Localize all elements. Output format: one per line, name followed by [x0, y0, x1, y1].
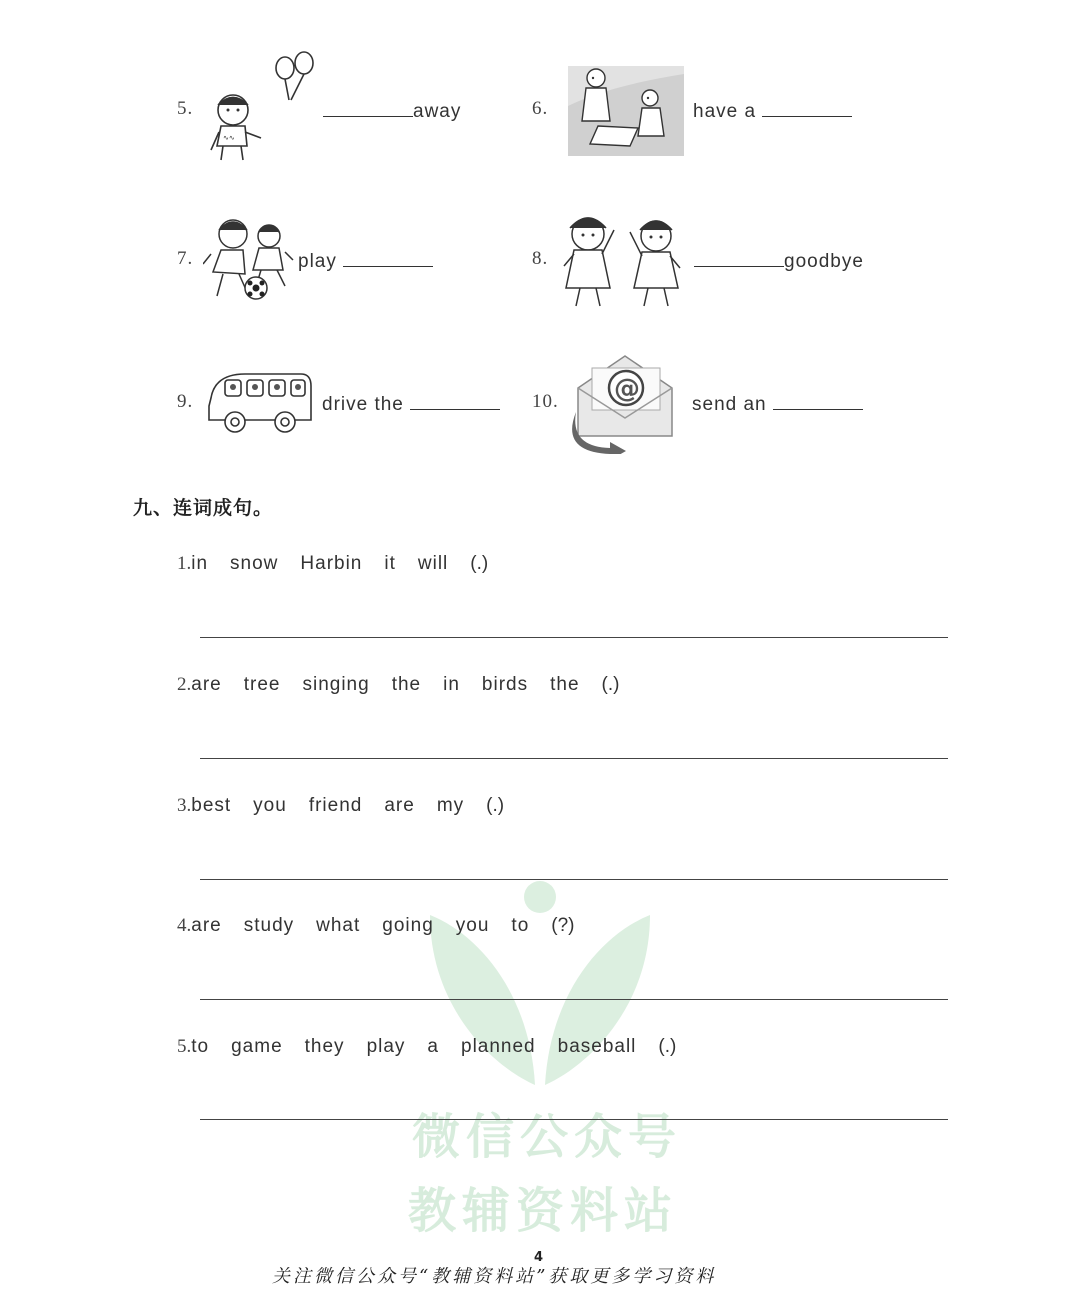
word: snow — [230, 553, 279, 574]
word: going — [382, 915, 434, 936]
item-phrase — [693, 98, 852, 123]
item-phrase — [694, 248, 864, 273]
answer-line[interactable] — [200, 879, 948, 880]
word: baseball — [557, 1036, 637, 1057]
item-phrase — [298, 248, 433, 273]
svg-text:@: @ — [614, 374, 640, 404]
page-number: 4 — [534, 1250, 544, 1265]
watermark-line-2: 教辅资料站 — [408, 1183, 679, 1239]
word: singing — [302, 674, 370, 695]
punctuation-hint: (.) — [486, 795, 505, 816]
after-text: away — [413, 101, 462, 122]
word: are — [384, 795, 415, 816]
picnic-icon — [568, 66, 684, 156]
email-envelope-icon — [570, 352, 680, 454]
word: are — [191, 915, 222, 936]
word: they — [304, 1036, 345, 1057]
punctuation-hint: (.) — [601, 674, 620, 695]
answer-line[interactable] — [200, 999, 948, 1000]
answer-blank[interactable] — [694, 248, 784, 267]
word: game — [231, 1036, 283, 1057]
item-number: 9. — [177, 391, 194, 412]
word: the — [391, 674, 422, 695]
question-words — [177, 795, 504, 817]
svg-text:∿∿: ∿∿ — [223, 135, 235, 142]
question-words — [177, 1036, 676, 1058]
question-words — [177, 915, 575, 937]
question-number: 5. — [177, 1036, 192, 1057]
word: you — [253, 795, 287, 816]
item-phrase — [322, 391, 500, 416]
answer-blank[interactable] — [410, 391, 500, 410]
word: friend — [308, 795, 363, 816]
word: a — [427, 1036, 439, 1057]
after-text: goodbye — [784, 251, 864, 272]
word: will — [417, 553, 449, 574]
item-number: 10. — [532, 391, 559, 412]
boy-with-balloons-icon — [203, 50, 323, 165]
word: best — [191, 795, 232, 816]
word: planned — [461, 1036, 536, 1057]
question-number: 3. — [177, 795, 192, 816]
answer-line[interactable] — [200, 758, 948, 759]
word: are — [191, 674, 222, 695]
word: you — [455, 915, 490, 936]
before-text: have a — [693, 101, 757, 122]
answer-blank[interactable] — [762, 98, 852, 117]
bus-icon — [205, 370, 315, 436]
watermark-line-1: 微信公众号 — [412, 1109, 683, 1165]
answer-blank[interactable] — [773, 391, 863, 410]
item-number: 6. — [532, 98, 549, 119]
question-number: 4. — [177, 915, 192, 936]
item-number: 5. — [177, 98, 194, 119]
punctuation-hint: (.) — [658, 1036, 677, 1057]
word: to — [511, 915, 530, 936]
word: study — [243, 915, 295, 936]
punctuation-hint: (?) — [551, 915, 575, 936]
footer-text: 关注微信公众号“教辅资料站”获取更多学习资料 — [272, 1266, 717, 1287]
before-text: play — [298, 251, 337, 272]
answer-line[interactable] — [200, 1119, 948, 1120]
word: Harbin — [300, 553, 363, 574]
answer-blank[interactable] — [343, 248, 433, 267]
word: in — [191, 553, 209, 574]
word: it — [384, 553, 396, 574]
item-phrase — [692, 391, 863, 416]
answer-blank[interactable] — [323, 98, 413, 117]
answer-line[interactable] — [200, 637, 948, 638]
punctuation-hint: (.) — [470, 553, 489, 574]
item-number: 8. — [532, 248, 549, 269]
waving-goodbye-icon — [556, 208, 690, 310]
watermark-leaf-icon — [410, 875, 670, 1095]
word: tree — [243, 674, 281, 695]
word: in — [443, 674, 460, 695]
question-words — [177, 553, 488, 575]
item-number: 7. — [177, 248, 194, 269]
item-phrase — [323, 98, 461, 123]
word: my — [436, 795, 465, 816]
question-number: 1. — [177, 553, 192, 574]
before-text: send an — [692, 394, 767, 415]
word: play — [366, 1036, 406, 1057]
word: birds — [481, 674, 529, 695]
word: what — [316, 915, 361, 936]
before-text: drive the — [322, 394, 404, 415]
word: the — [550, 674, 580, 695]
playing-football-icon — [203, 212, 295, 304]
word: to — [191, 1036, 210, 1057]
question-number: 2. — [177, 674, 192, 695]
question-words — [177, 674, 619, 696]
section-title: 九、连词成句。 — [133, 497, 274, 519]
